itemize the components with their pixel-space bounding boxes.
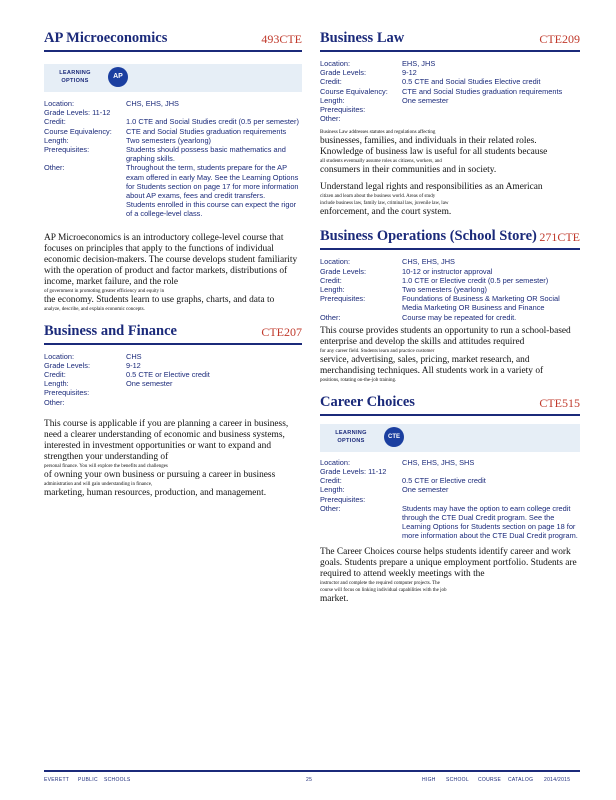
field-value: CHS, EHS, JHS bbox=[402, 257, 455, 267]
field-label: Length: bbox=[320, 285, 345, 295]
field-label: Length: bbox=[320, 485, 345, 495]
info-row bbox=[44, 200, 302, 218]
info-row bbox=[320, 68, 580, 77]
course-title: Business Operations (School Store) bbox=[320, 228, 537, 245]
course-info bbox=[320, 257, 580, 321]
field-value: CHS, EHS, JHS, SHS bbox=[402, 457, 475, 467]
field-value: Two semesters (yearlong) bbox=[126, 135, 212, 145]
info-row bbox=[44, 99, 302, 108]
footer-catalog-4: CATALOG bbox=[508, 777, 534, 783]
course-code: CTE207 bbox=[261, 324, 302, 339]
field-label: Course Equivalency: bbox=[320, 86, 388, 96]
description-fine-text: for any career field. Students learn and practice customer bbox=[320, 348, 435, 354]
course-description bbox=[320, 182, 580, 218]
field-label: Prerequisites: bbox=[320, 105, 366, 115]
field-value: One semester bbox=[126, 379, 173, 389]
field-label: Location: bbox=[44, 99, 74, 108]
description-text: enforcement, and the court system. bbox=[320, 207, 452, 218]
field-value bbox=[402, 114, 580, 123]
course-header bbox=[44, 28, 302, 52]
course-title: Business Law bbox=[320, 30, 405, 46]
info-row bbox=[44, 163, 302, 200]
info-row bbox=[44, 108, 302, 117]
learning-options-banner bbox=[44, 64, 302, 92]
description-fine-text: of government in promoting greater efficiency and equity in bbox=[44, 288, 165, 294]
info-row bbox=[320, 313, 580, 322]
info-row bbox=[320, 257, 580, 266]
description-text: marketing, human resources, production, and management. bbox=[44, 487, 267, 498]
course-code: 271CTE bbox=[539, 230, 580, 245]
field-label: Location: bbox=[320, 457, 350, 467]
learning-options-label: LEARNING OPTIONS bbox=[335, 429, 367, 444]
field-label: Location: bbox=[44, 351, 74, 361]
description-text: Understand legal rights and responsibilities as an American bbox=[320, 182, 543, 193]
field-label: Other: bbox=[44, 397, 65, 407]
course-info bbox=[44, 99, 302, 219]
info-row bbox=[44, 398, 302, 407]
info-row bbox=[320, 467, 580, 476]
field-value: Students should possess basic mathematics and graphing skills. bbox=[126, 145, 286, 164]
footer-catalog-3: COURSE bbox=[478, 777, 502, 783]
left-column bbox=[44, 28, 302, 499]
field-value: EHS, JHS bbox=[402, 59, 436, 68]
description-text: market. bbox=[320, 593, 349, 604]
course-title: AP Microeconomics bbox=[44, 30, 168, 46]
field-label: Credit: bbox=[44, 117, 66, 127]
info-row bbox=[320, 87, 580, 96]
info-row bbox=[320, 114, 580, 123]
course-description bbox=[44, 233, 302, 313]
course-business-and-finance bbox=[44, 321, 302, 499]
field-value: CTE and Social Studies graduation requirements bbox=[402, 86, 563, 96]
description-fine-text: positions, rotating on-the-job training. bbox=[320, 377, 397, 383]
field-value bbox=[402, 495, 580, 504]
ap-badge-icon: AP bbox=[108, 67, 128, 87]
field-value: 10-12 or instructor approval bbox=[402, 266, 493, 276]
description-text: the economy. Students learn to use graphs, charts, and data to bbox=[44, 294, 275, 305]
field-label: Credit: bbox=[44, 370, 66, 380]
description-fine-text: Business Law addresses statutes and regulations affecting bbox=[320, 130, 436, 136]
field-value: 1.0 CTE and Social Studies credit (0.5 per semester) bbox=[126, 117, 299, 127]
field-value: CHS, EHS, JHS bbox=[126, 99, 179, 108]
info-row bbox=[320, 267, 580, 276]
field-value: Foundations of Business & Marketing OR Social Media Marketing OR Business and Finance bbox=[402, 294, 560, 313]
field-value: Students may have the option to earn college credit through the CTE Dual Credit program. See the Learning Options for Students section on page 18 for more information about the CTE Dual Credit program. bbox=[402, 503, 578, 541]
info-row bbox=[320, 294, 580, 312]
description-text: AP Microeconomics is an introductory college-level course that focuses on principles that apply to the functions of individual economic decision-makers. The course develops student familiarity with the operation of product and factor markets, distributions of income, market failure, and the role bbox=[44, 232, 298, 287]
field-value: One semester bbox=[402, 485, 449, 495]
field-value: 0.5 CTE and Social Studies Elective credit bbox=[402, 77, 541, 87]
footer-district-1: EVERETT bbox=[44, 777, 70, 783]
info-row bbox=[320, 504, 580, 541]
field-label: Location: bbox=[320, 257, 350, 267]
field-value: Throughout the term, students prepare for the AP exam offered in early May. See the Learning Options for Students section on page 17 for more information about AP exams, fees and credit transfers. bbox=[126, 163, 299, 201]
course-ap-microeconomics bbox=[44, 28, 302, 313]
course-header bbox=[320, 28, 580, 52]
field-label: Length: bbox=[44, 135, 69, 145]
footer-district-3: SCHOOLS bbox=[104, 777, 131, 783]
field-label: Prerequisites: bbox=[320, 294, 366, 304]
description-fine-text: course will focus on linking individual capabilities with the job bbox=[320, 587, 447, 593]
course-title: Business and Finance bbox=[44, 322, 177, 339]
field-value bbox=[126, 388, 302, 397]
page-footer bbox=[44, 770, 580, 788]
description-text: This course provides students an opportunity to run a school-based enterprise and develop the skills and attitudes required bbox=[320, 325, 571, 347]
footer-district-2: PUBLIC bbox=[78, 777, 98, 783]
field-label: Other: bbox=[44, 163, 65, 173]
field-label: Other: bbox=[320, 312, 341, 322]
field-label: Other: bbox=[320, 114, 341, 124]
description-fine-text: personal finance. You will explore the benefits and challenges bbox=[44, 463, 168, 469]
field-value: 0.5 CTE or Elective credit bbox=[402, 476, 486, 486]
field-label: Other: bbox=[320, 503, 341, 513]
field-label: Grade Levels: 11-12 bbox=[320, 467, 387, 477]
course-code: CTE209 bbox=[539, 32, 580, 46]
info-row bbox=[44, 388, 302, 397]
field-value: Course may be repeated for credit. bbox=[402, 312, 517, 322]
course-code: 493CTE bbox=[261, 32, 302, 46]
info-row bbox=[44, 127, 302, 136]
course-info bbox=[320, 59, 580, 123]
info-row bbox=[44, 352, 302, 361]
description-text: consumers in their communities and in society. bbox=[320, 165, 497, 176]
description-fine-text: include business law, family law, criminal law, juvenile law, law bbox=[320, 201, 449, 207]
field-value: 1.0 CTE or Elective credit (0.5 per semester) bbox=[402, 275, 549, 285]
field-label: Grade Levels: 11-12 bbox=[44, 108, 111, 118]
info-row bbox=[320, 458, 580, 467]
info-row bbox=[320, 59, 580, 68]
learning-options-label: LEARNING OPTIONS bbox=[59, 70, 91, 84]
page-number: 25 bbox=[306, 777, 313, 783]
info-row bbox=[320, 476, 580, 485]
info-row bbox=[44, 379, 302, 388]
field-value: Students enrolled in this course can expect the rigor of a college-level class. bbox=[126, 200, 297, 219]
field-label: Prerequisites: bbox=[320, 494, 366, 504]
info-row bbox=[320, 285, 580, 294]
description-text: of owning your own business or pursuing a career in business bbox=[44, 469, 276, 480]
footer-catalog-1: HIGH bbox=[422, 777, 436, 783]
field-value: Two semesters (yearlong) bbox=[402, 285, 488, 295]
info-row bbox=[44, 361, 302, 370]
info-row bbox=[44, 117, 302, 126]
description-fine-text: all students eventually assume roles as citizens, workers, and bbox=[320, 159, 442, 165]
field-value: CTE and Social Studies graduation requirements bbox=[126, 126, 287, 136]
info-row bbox=[320, 485, 580, 494]
field-label: Prerequisites: bbox=[44, 388, 90, 398]
field-value: 0.5 CTE or Elective credit bbox=[126, 370, 210, 380]
course-description bbox=[320, 547, 580, 605]
field-value bbox=[110, 108, 302, 117]
info-row bbox=[44, 145, 302, 163]
course-info bbox=[320, 458, 580, 541]
right-column bbox=[320, 28, 580, 605]
description-fine-text: citizen and learn about the business world. Areas of study bbox=[320, 194, 436, 200]
field-value bbox=[126, 398, 302, 407]
info-row bbox=[320, 105, 580, 114]
course-description bbox=[320, 326, 580, 384]
field-label: Course Equivalency: bbox=[44, 126, 112, 136]
description-fine-text: instructor and complete the required computer projects. The bbox=[320, 580, 440, 586]
field-label: Grade Levels: bbox=[44, 360, 91, 370]
description-text: service, advertising, sales, pricing, market research, and merchandising techniques. All students work in a variety of bbox=[320, 354, 544, 376]
footer-catalog-year: 2014/2015 bbox=[544, 777, 571, 783]
field-value: One semester bbox=[402, 95, 449, 105]
description-text: The Career Choices course helps students identify career and work goals. Students prepare a unique employment portfolio. Students are required to attend weekly meetings with the bbox=[320, 546, 577, 579]
field-label: Grade Levels: bbox=[320, 68, 367, 78]
field-label: Credit: bbox=[320, 476, 342, 486]
description-fine-text: administration and will gain understanding in finance, bbox=[44, 481, 153, 487]
course-header bbox=[320, 226, 580, 250]
field-value: 9-12 bbox=[402, 68, 417, 78]
course-business-law bbox=[320, 28, 580, 218]
field-value: CHS bbox=[126, 351, 142, 361]
learning-options-banner bbox=[320, 424, 580, 452]
field-label: Credit: bbox=[320, 275, 342, 285]
info-row bbox=[44, 136, 302, 145]
course-info bbox=[44, 352, 302, 407]
field-label: Length: bbox=[320, 95, 345, 105]
info-row bbox=[320, 77, 580, 86]
field-label: Grade Levels: bbox=[320, 266, 367, 276]
field-label: Location: bbox=[320, 59, 350, 68]
info-row bbox=[44, 370, 302, 379]
description-fine-text: analyze, describe, and explain economic concepts. bbox=[44, 306, 145, 312]
description-text: This course is applicable if you are planning a career in business, need a clearer understanding of economic and business systems, interested in investment opportunities or want to expand and strengthen your understanding of bbox=[44, 418, 289, 462]
field-label bbox=[44, 200, 126, 218]
course-code: CTE515 bbox=[539, 395, 580, 410]
info-row bbox=[320, 96, 580, 105]
course-header bbox=[320, 392, 580, 416]
course-title: Career Choices bbox=[320, 393, 415, 410]
field-value bbox=[402, 105, 580, 114]
footer-catalog-2: SCHOOL bbox=[446, 777, 469, 783]
field-label: Length: bbox=[44, 379, 69, 389]
course-business-operations bbox=[320, 226, 580, 383]
field-value bbox=[386, 467, 580, 476]
cte-badge-icon: CTE bbox=[384, 427, 404, 447]
field-value: 9-12 bbox=[126, 360, 141, 370]
field-label: Credit: bbox=[320, 77, 342, 87]
course-description bbox=[44, 419, 302, 499]
info-row bbox=[320, 276, 580, 285]
course-career-choices bbox=[320, 392, 580, 605]
course-description bbox=[320, 129, 580, 176]
field-label: Prerequisites: bbox=[44, 145, 90, 155]
description-text: businesses, families, and individuals in their related roles. Knowledge of business law is useful for all students because bbox=[320, 136, 548, 158]
course-header bbox=[44, 321, 302, 345]
info-row bbox=[320, 495, 580, 504]
